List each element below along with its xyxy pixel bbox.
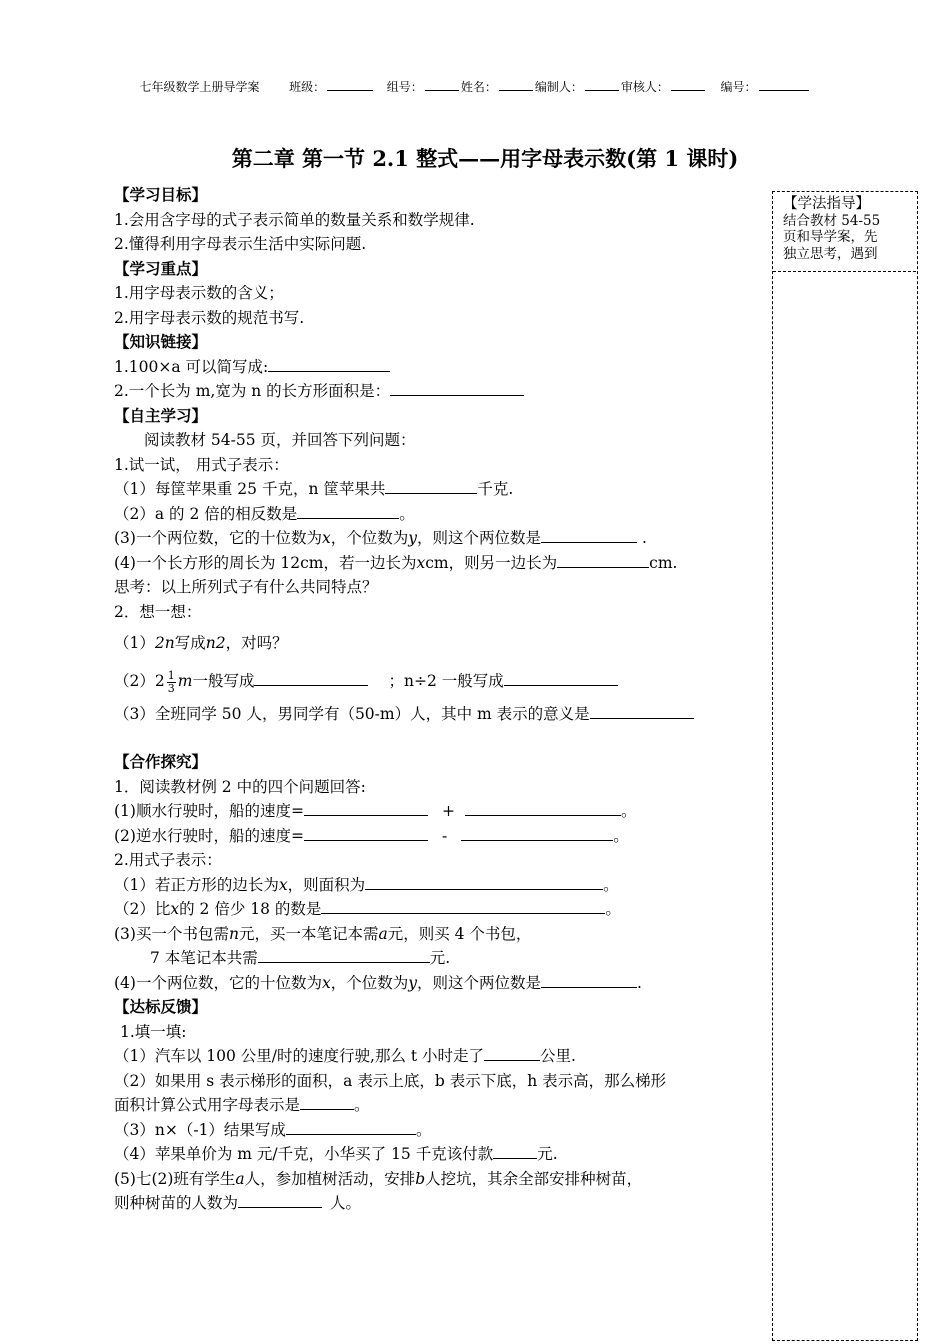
express-q3-text-3: 元，则买 4 个书包， xyxy=(387,924,532,943)
try-q3-text-2: ，个位数为 xyxy=(330,529,409,547)
try-question-1 xyxy=(114,477,764,502)
minus-sign: - xyxy=(441,826,448,845)
think-question-3 xyxy=(114,700,764,728)
answer-blank[interactable] xyxy=(484,1045,540,1061)
expr-2n: 2n xyxy=(154,634,175,652)
answer-blank[interactable] xyxy=(541,972,637,988)
feedback-q2-text: 面积计算公式用字母表示是 xyxy=(114,1096,301,1114)
think-q3-text: （3）全班同学 50 人，男同学有（50-m）人，其中 m 表示的意义是 xyxy=(114,705,590,723)
feedback-heading: 【达标反馈】 xyxy=(114,997,208,1016)
study-guide-text-3: 独立思考，遇到 xyxy=(783,245,878,262)
think-q1-text: 写成 xyxy=(174,634,206,652)
feedback-q2-end: 。 xyxy=(354,1096,370,1114)
answer-blank[interactable] xyxy=(390,380,524,396)
feedback-question-3 xyxy=(114,1118,764,1143)
feedback-title: 1.填一填: xyxy=(120,1022,187,1041)
study-guide-text-2: 页和导学案，先 xyxy=(783,229,878,245)
coop-q2-text: (2)逆水行驶时，船的速度= xyxy=(114,826,304,845)
feedback-question-2: （2）如果用 s 表示梯形的面积，a 表示上底，b 表示下底，h 表示高，那么梯形 xyxy=(114,1071,667,1090)
var-x: x xyxy=(321,529,331,547)
answer-blank[interactable] xyxy=(297,503,399,519)
answer-blank[interactable] xyxy=(286,1119,416,1135)
express-q3-text: (3)买一个书包需 xyxy=(114,924,229,943)
answer-blank[interactable] xyxy=(465,800,621,816)
express-q3-text-4: 7 本笔记本共需 xyxy=(150,949,258,967)
express-question-3 xyxy=(114,922,764,947)
study-guide-box xyxy=(773,192,916,272)
think-question-1 xyxy=(114,624,764,662)
var-x: x xyxy=(170,900,180,918)
study-guide-heading: 【学法指导】 xyxy=(783,196,870,212)
fraction-numerator: 1 xyxy=(167,668,175,682)
var-x: x xyxy=(321,973,331,992)
study-guide-sidebar xyxy=(772,191,918,1341)
think-q1-end: ，对吗？ xyxy=(225,634,288,652)
answer-blank[interactable] xyxy=(365,874,603,890)
express-question-4 xyxy=(114,971,764,996)
feedback-q5-text-3: 人挖坑，其余全部安排种树苗， xyxy=(425,1169,643,1188)
feedback-q5-text-2: 人，参加植树活动，安排 xyxy=(244,1169,416,1188)
class-label: 班级： xyxy=(289,80,326,94)
express-q2-text-2: 的 2 倍少 18 的数是 xyxy=(179,900,322,918)
feedback-q5-text-4: 则种树苗的人数为 xyxy=(114,1194,239,1212)
feedback-q3-end: 。 xyxy=(415,1120,432,1139)
links-q2-text: 2.一个长为 m,宽为 n 的长方形面积是： xyxy=(114,382,391,400)
class-blank[interactable] xyxy=(327,78,373,91)
think-question-2 xyxy=(114,662,764,700)
links-heading: 【知识链接】 xyxy=(114,332,208,351)
fraction-denominator: 3 xyxy=(167,681,175,695)
answer-blank[interactable] xyxy=(504,670,618,686)
try-question-2 xyxy=(114,502,764,527)
answer-blank[interactable] xyxy=(304,825,428,841)
feedback-q4-text: （4）苹果单价为 m 元/千克，小华买了 15 千克该付款 xyxy=(114,1145,494,1163)
number-label: 编号： xyxy=(720,80,757,94)
self-study-intro: 阅读教材 54-55 页，并回答下列问题： xyxy=(144,431,416,449)
feedback-question-2-cont xyxy=(114,1093,764,1118)
goal-item-1: 1.会用含字母的式子表示简单的数量关系和数学规律. xyxy=(114,210,475,229)
var-x: x xyxy=(278,875,288,894)
feedback-question-5 xyxy=(114,1167,764,1192)
think-q2-text-2: ；n÷2 一般写成 xyxy=(388,672,504,690)
try-q2-end: 。 xyxy=(399,504,415,523)
links-question-2 xyxy=(114,379,764,404)
express-q4-text-3: ，则这个两位数是 xyxy=(417,973,542,992)
express-q2-end: 。 xyxy=(605,900,621,918)
think-q1-num: （1） xyxy=(114,634,155,652)
express-q1-text: （1）若正方形的边长为 xyxy=(114,875,279,894)
key-point-item-2: 2.用字母表示数的规范书写. xyxy=(114,308,305,327)
answer-blank[interactable] xyxy=(321,898,605,914)
feedback-q4-unit: 元. xyxy=(537,1145,558,1163)
var-x: x xyxy=(416,553,426,572)
var-a: a xyxy=(378,924,388,943)
links-question-1 xyxy=(114,355,764,380)
try-question-3 xyxy=(114,526,764,551)
feedback-question-5-cont xyxy=(114,1191,764,1216)
group-label: 组号： xyxy=(386,80,423,94)
feedback-q1-text: （1）汽车以 100 公里/时的速度行驶,那么 t 小时走了 xyxy=(114,1047,485,1065)
answer-blank[interactable] xyxy=(385,478,477,494)
cooperate-part-1-title: 1．阅读教材例 2 中的四个问题回答: xyxy=(114,777,366,796)
key-point-item-1: 1.用字母表示数的含义； xyxy=(114,284,284,302)
main-content xyxy=(114,183,764,1216)
answer-blank[interactable] xyxy=(541,527,637,543)
name-label: 姓名： xyxy=(460,80,497,94)
express-question-1 xyxy=(114,873,764,898)
express-q3-unit: 元. xyxy=(429,949,451,967)
answer-blank[interactable] xyxy=(461,825,613,841)
cooperate-question-2 xyxy=(114,824,764,849)
var-y: y xyxy=(408,973,417,992)
editor-label: 编制人： xyxy=(534,80,583,94)
editor-blank[interactable] xyxy=(585,78,619,91)
coop-q1-end: 。 xyxy=(620,802,637,820)
express-q1-text-2: ，则面积为 xyxy=(287,875,366,894)
cooperate-part-2-title: 2.用式子表示： xyxy=(114,851,222,869)
coop-q2-end: 。 xyxy=(613,826,629,845)
answer-blank[interactable] xyxy=(304,800,428,816)
answer-blank[interactable] xyxy=(258,947,430,963)
express-q2-text: （2）比 xyxy=(114,900,171,918)
answer-blank[interactable] xyxy=(254,670,368,686)
feedback-q3-text: （3）n×（-1）结果写成 xyxy=(114,1120,286,1139)
plus-sign: + xyxy=(441,802,455,820)
mixed-number-whole: 2 xyxy=(154,672,165,690)
answer-blank[interactable] xyxy=(238,1192,322,1208)
try-q3-end: . xyxy=(637,529,647,547)
reviewer-label: 审核人： xyxy=(620,80,669,94)
answer-blank[interactable] xyxy=(590,703,694,719)
fraction-one-third xyxy=(167,670,176,695)
think-question: 思考：以上所列式子有什么共同特点？ xyxy=(114,578,378,596)
key-points-heading: 【学习重点】 xyxy=(114,258,208,278)
think-q2-num: （2） xyxy=(114,672,155,690)
express-q4-end: . xyxy=(637,973,642,992)
express-question-2 xyxy=(114,897,764,922)
reviewer-blank[interactable] xyxy=(671,78,705,91)
answer-blank[interactable] xyxy=(268,356,390,372)
links-q1-text: 1.100×a 可以简写成: xyxy=(114,357,269,376)
feedback-q5-text: (5)七(2)班有学生 xyxy=(114,1169,236,1188)
expr-n2: n2 xyxy=(205,634,226,652)
var-m: m xyxy=(177,672,193,690)
express-q3-text-2: 元，买一本笔记本需 xyxy=(238,924,379,943)
feedback-question-1 xyxy=(114,1044,764,1069)
goals-heading: 【学习目标】 xyxy=(114,185,208,204)
express-q4-text: (4)一个两位数，它的十位数为 xyxy=(114,973,322,992)
try-q2-text: （2）a 的 2 倍的相反数是 xyxy=(114,504,298,523)
cooperate-heading: 【合作探究】 xyxy=(114,752,208,771)
try-q3-text: (3)一个两位数，它的十位数为 xyxy=(114,529,322,547)
course-label: 七年级数学上册导学案 xyxy=(139,80,260,94)
express-q1-end: 。 xyxy=(603,875,619,894)
self-study-heading: 【自主学习】 xyxy=(114,405,208,425)
answer-blank[interactable] xyxy=(557,552,649,568)
try-q1-text: （1）每筐苹果重 25 千克，n 筐苹果共 xyxy=(114,480,386,498)
express-question-3-cont xyxy=(114,946,764,971)
study-guide-text-1: 结合教材 54-55 xyxy=(783,212,881,229)
coop-q1-text: (1)顺水行驶时，船的速度= xyxy=(114,802,304,820)
try-q4-unit: cm. xyxy=(649,553,678,572)
feedback-question-4 xyxy=(114,1142,764,1167)
try-q1-unit: 千克. xyxy=(477,480,514,498)
name-blank[interactable] xyxy=(499,78,533,91)
var-n: n xyxy=(228,924,239,943)
think-q2-text: 一般写成 xyxy=(192,672,255,690)
think-title: 2．想一想： xyxy=(114,602,202,621)
express-q4-text-2: ，个位数为 xyxy=(330,973,409,992)
feedback-q1-unit: 公里. xyxy=(540,1047,576,1065)
answer-blank[interactable] xyxy=(300,1094,354,1110)
var-a: a xyxy=(235,1169,245,1188)
try-q3-text-3: ，则这个两位数是 xyxy=(417,529,542,547)
worksheet-header xyxy=(0,78,950,95)
try-q4-text: (4)一个长方形的周长为 12cm，若一边长为 xyxy=(114,553,417,572)
goal-item-2: 2.懂得利用字母表示生活中实际问题. xyxy=(114,235,367,253)
number-blank[interactable] xyxy=(759,78,809,91)
answer-blank[interactable] xyxy=(493,1143,537,1159)
try-question-4 xyxy=(114,551,764,576)
var-y: y xyxy=(408,529,417,547)
feedback-q5-unit: 人。 xyxy=(330,1194,362,1212)
group-blank[interactable] xyxy=(425,78,459,91)
var-b: b xyxy=(415,1169,426,1188)
try-q4-text-2: cm，则另一边长为 xyxy=(425,553,558,572)
page-title: 第二章 第一节 2.1 整式——用字母表示数(第 1 课时) xyxy=(231,146,739,171)
cooperate-question-1 xyxy=(114,799,764,824)
try-title: 1.试一试， 用式子表示： xyxy=(114,455,289,474)
